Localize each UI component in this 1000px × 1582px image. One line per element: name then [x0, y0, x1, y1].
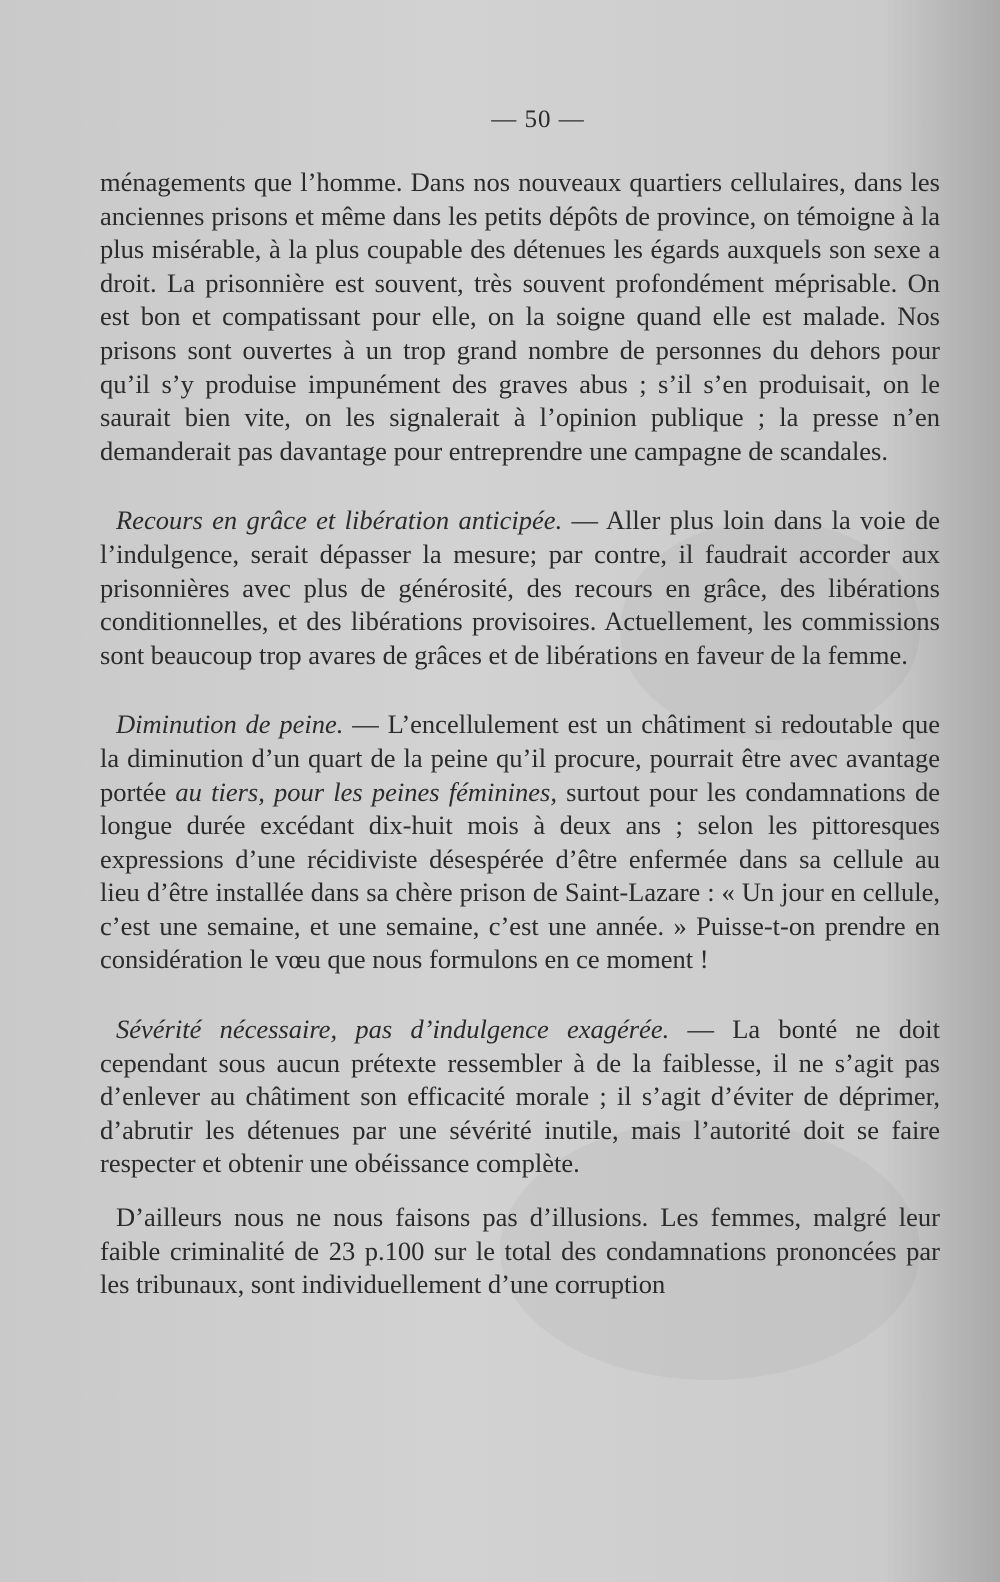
page-number: — 50 —: [491, 106, 585, 133]
section-heading-recours: Recours en grâce et libération anticipée.: [116, 505, 563, 536]
paragraph-text: — Aller plus loin dans la voie de l’indulgence, serait dépasser la mesure; par contre, il faudrait accorder aux prisonnières avec plus de générosité, des recours en grâce, des libérations conditionnelles, et des libérations provisoires. Actuellement, les commissions sont beaucoup trop avares de grâces et de libérations en faveur de la femme.: [100, 505, 940, 670]
paragraph-text: — La bonté ne doit cependant sous aucun prétexte ressembler à de la faiblesse, il ne s’agit pas d’enlever au châtiment son efficacité morale ; il s’agit d’éviter de déprimer, d’abrutir les détenues par une sévérité inutile, mais l’autorité doit se faire respecter et obtenir une obéissance complète.: [100, 1014, 940, 1179]
paragraph-5: [100, 1201, 940, 1302]
paragraph-3: [100, 708, 940, 977]
paragraph-1: [100, 166, 940, 468]
emphasis-text: au tiers, pour les peines féminines,: [175, 776, 557, 807]
paragraph-text: surtout pour les condamnations de longue durée excédant dix-huit mois à deux ans ; selon les pittoresques expressions d’une récidiviste désespérée d’être enfermée dans sa cellule au lieu d’être installée dans sa chère prison de Saint-Lazare : « Un jour en cellule, c’est une semaine, et une semaine, c’est une année. » Puisse-t-on prendre en considération le vœu que nous formulons en ce moment !: [100, 776, 941, 975]
paragraph-text: — L’encellulement est un châtiment si redoutable que la diminution d’un quart de la peine qu’il procure, pourrait être avec avantage portée: [100, 709, 940, 807]
section-heading-diminution: Diminution de peine.: [116, 709, 344, 740]
paragraph-2: [100, 504, 940, 672]
paragraph-text: ménagements que l’homme. Dans nos nouveaux quartiers cellulaires, dans les anciennes prisons et même dans les petits dépôts de province, on témoigne à la plus misérable, à la plus coupable des détenues les égards auxquels son sexe a droit. La prisonnière est souvent, très souvent profondément méprisable. On est bon et compatissant pour elle, on la soigne quand elle est malade. Nos prisons sont ouvertes à un trop grand nombre de personnes du dehors pour qu’il s’y produise impunément des graves abus ; s’il s’en produisait, on le saurait bien vite, on les signalerait à l’opinion publique ; la presse n’en demanderait pas davantage pour entreprendre une campagne de scandales.: [100, 167, 940, 466]
book-page: [100, 100, 940, 1302]
paragraph-4: [100, 1013, 940, 1181]
section-heading-severite: Sévérité nécessaire, pas d’indulgence exagérée.: [116, 1014, 670, 1045]
body-text: [100, 166, 940, 1302]
paragraph-text: D’ailleurs nous ne nous faisons pas d’illusions. Les femmes, malgré leur faible criminalité de 23 p.100 sur le total des condamnations prononcées par les tribunaux, sont individuellement d’une corruption: [100, 1202, 940, 1300]
